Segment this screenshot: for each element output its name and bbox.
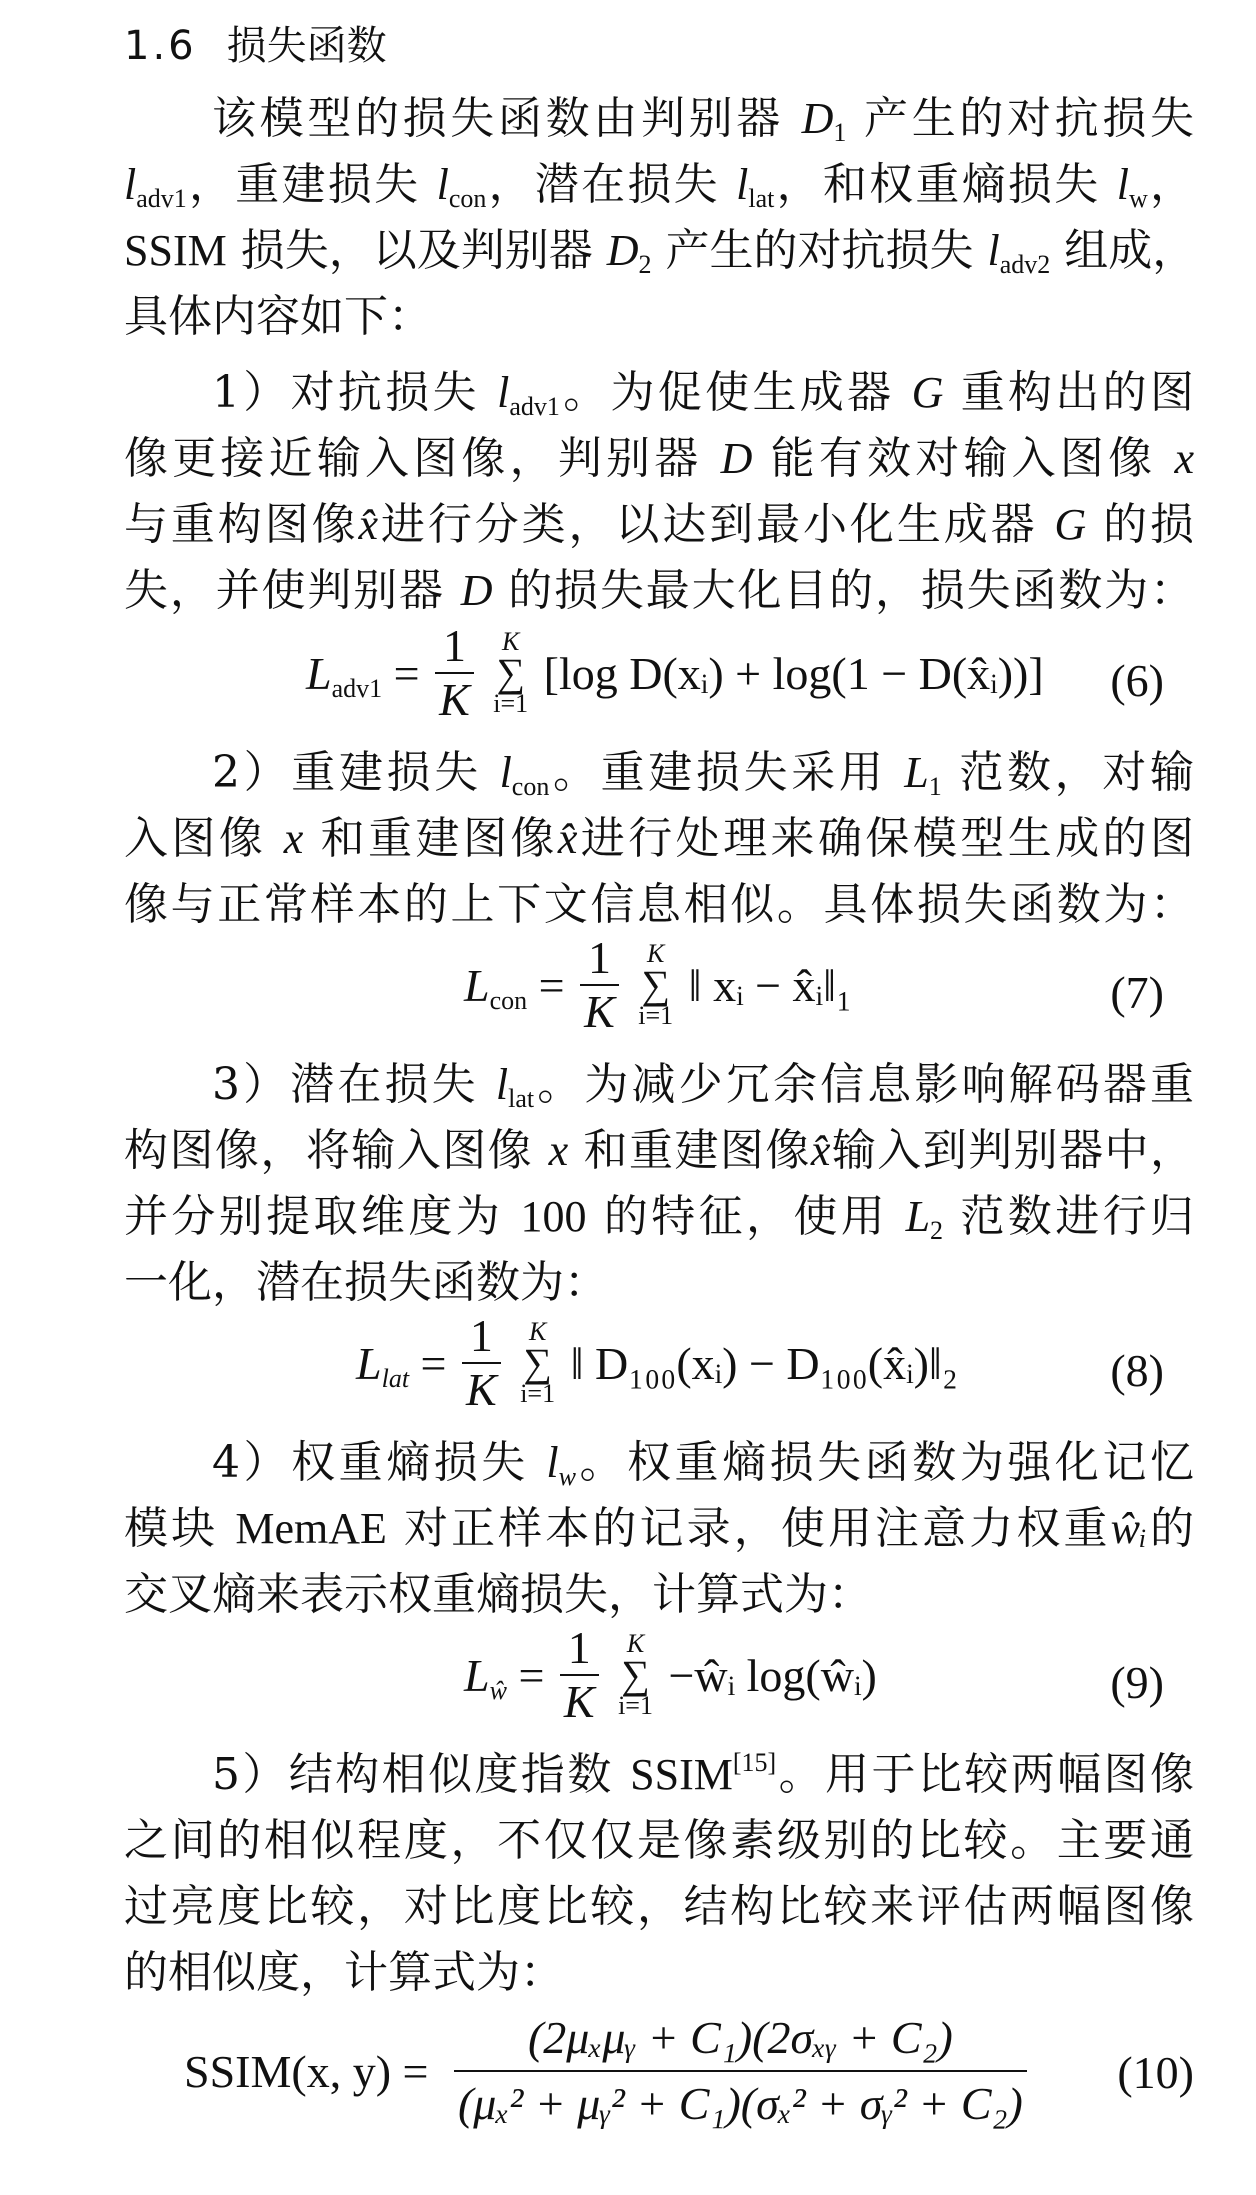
equation-6-body: $L_{adv1}$ = $\frac{1}{K}$ K ∑ i=1 [log D(xᵢ) + log(1 − D(x̂ᵢ))] [306, 620, 1044, 725]
equation-9-number: (9) [1110, 1657, 1164, 1708]
equation-7 [124, 932, 1194, 1052]
equation-6-number: (6) [1110, 655, 1164, 706]
item4-line-3: 交叉熵来表示权重熵损失，计算式为： [124, 1569, 872, 1620]
item2-line-3: 像与正常样本的上下文信息相似。具体损失函数为： [124, 879, 1194, 930]
item3-line-1: 3）潜在损失 $l_{lat}$。为减少冗余信息影响解码器重 [212, 1059, 1194, 1113]
equation-9-body: $L_ŵ$ = $\frac{1}{K}$ K ∑ i=1 −ŵᵢ log(ŵᵢ) [464, 1622, 877, 1727]
intro-line-1: 该模型的损失函数由判别器 $D_1$ 产生的对抗损失 [212, 93, 1194, 147]
equation-7-body: $L_{con}$ = $\frac{1}{K}$ K ∑ i=1 ‖ xᵢ − x̂ᵢ‖₁ [464, 932, 853, 1037]
intro-line-2: $l_{adv1}$，重建损失 $l_{con}$，潜在损失 $l_{lat}$，和权重熵损失 $l_w$， [124, 159, 1194, 213]
item4-line-1: 4）权重熵损失 $l_w$。权重熵损失函数为强化记忆 [212, 1437, 1194, 1491]
item2-line-1: 2）重建损失 $l_{con}$。重建损失采用 $L_1$ 范数，对输 [212, 747, 1194, 801]
equation-8-number: (8) [1110, 1345, 1164, 1396]
equation-8-body: $L_{lat}$ = $\frac{1}{K}$ K ∑ i=1 ‖ D₁₀₀(xᵢ) − D₁₀₀(x̂ᵢ)‖₂ [356, 1310, 958, 1415]
section-number: 1.6 [124, 23, 197, 69]
intro-line-4: 具体内容如下： [124, 291, 432, 342]
equation-10-number: (10) [1117, 2047, 1194, 2098]
equation-8 [124, 1310, 1194, 1430]
item3-line-4: 一化，潜在损失函数为： [124, 1257, 608, 1308]
equation-6 [124, 620, 1194, 740]
section-title: 损失函数 [226, 23, 387, 69]
intro-line-3: SSIM 损失，以及判别器 $D_2$ 产生的对抗损失 $l_{adv2}$ 组成， [124, 225, 1197, 279]
item1-line-1: 1）对抗损失 $l_{adv1}$。为促使生成器 G 重构出的图 [212, 367, 1194, 421]
equation-9 [124, 1622, 1194, 1742]
item4-line-2: 模块 MemAE 对正样本的记录，使用注意力权重ŵᵢ的 [124, 1503, 1195, 1554]
item1-line-4: 失，并使判别器 D 的损失最大化目的，损失函数为： [124, 565, 1194, 616]
section-heading [124, 14, 387, 78]
item3-line-3: 并分别提取维度为 100 的特征，使用 $L_2$ 范数进行归 [124, 1191, 1194, 1245]
item5-line-3: 过亮度比较，对比度比较，结构比较来评估两幅图像 [124, 1881, 1194, 1932]
item5-line-4: 的相似度，计算式为： [124, 1947, 564, 1998]
item5-line-1: 5）结构相似度指数 SSIM[15]。用于比较两幅图像 [212, 1748, 1194, 1800]
equation-10-body: SSIM(x, y) = $\frac{\text{(2μₓμᵧ + C₁)(2σₓᵧ + C₂)}}{\text{(μₓ² + μᵧ² + C₁)(σₓ² + σᵧ² + C₂)}}$ [184, 2006, 1031, 2136]
equation-7-number: (7) [1110, 967, 1164, 1018]
item5-line-2: 之间的相似程度，不仅仅是像素级别的比较。主要通 [124, 1815, 1194, 1866]
item1-line-2: 像更接近输入图像，判别器 D 能有效对输入图像 x [124, 433, 1195, 484]
item3-line-2: 构图像，将输入图像 x 和重建图像x̂输入到判别器中， [124, 1125, 1195, 1176]
equation-10 [124, 2006, 1194, 2142]
item1-line-3: 与重构图像x̂进行分类，以达到最小化生成器 G 的损 [124, 499, 1194, 550]
item2-line-2: 入图像 x 和重建图像x̂进行处理来确保模型生成的图 [124, 813, 1194, 864]
